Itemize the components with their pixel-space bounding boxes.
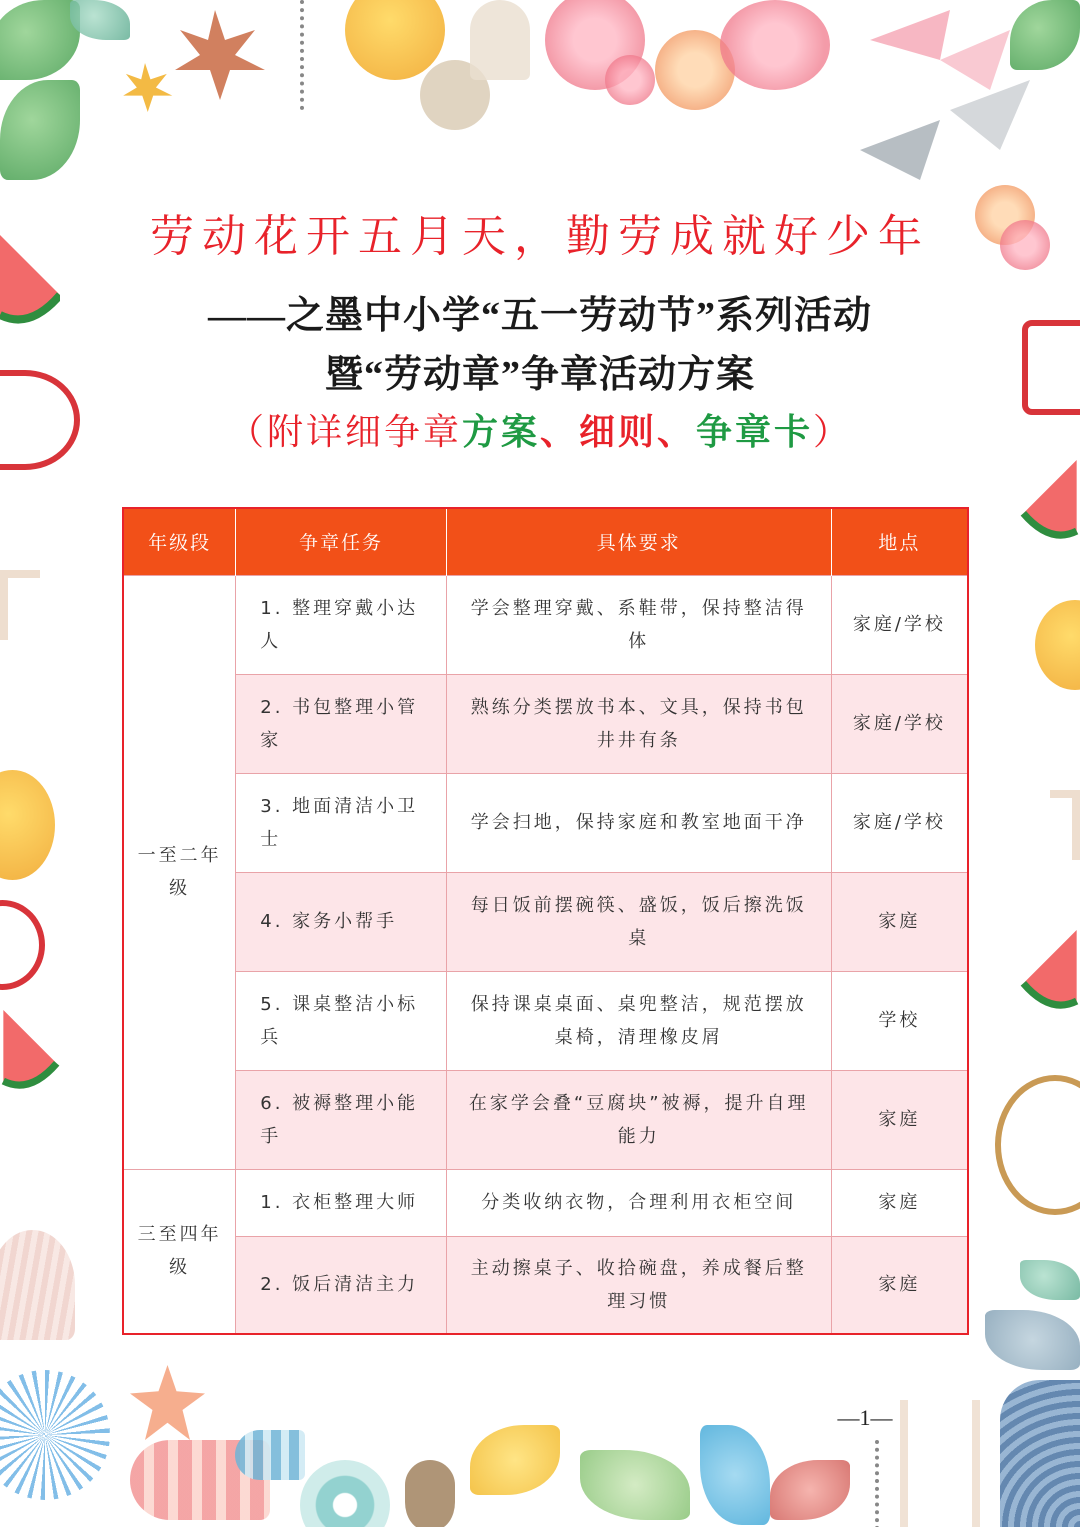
attachment-separator: 、	[539, 411, 579, 453]
task-cell: 2. 书包整理小管家	[236, 674, 447, 773]
header-requirement: 具体要求	[446, 508, 831, 575]
table-row	[123, 872, 968, 971]
location-cell: 家庭/学校	[831, 575, 968, 674]
maple-leaf-icon	[160, 10, 270, 100]
task-cell: 4. 家务小帮手	[236, 872, 447, 971]
requirement-cell: 在家学会叠“豆腐块”被褥，提升自理能力	[446, 1070, 831, 1169]
subtitle-line-1: ——之墨中小学“五一劳动节”系列活动	[207, 295, 872, 337]
leaf-decoration	[0, 80, 80, 180]
task-cell: 6. 被褥整理小能手	[236, 1070, 447, 1169]
attachment-prefix: 附详细争章	[266, 412, 462, 453]
firework-decoration	[0, 1370, 110, 1500]
page-number: —1—	[837, 1405, 893, 1430]
task-cell: 1. 衣柜整理大师	[236, 1169, 447, 1236]
dotted-line-decoration	[300, 0, 304, 110]
requirement-cell: 主动擦桌子、收拾碗盘，养成餐后整理习惯	[446, 1236, 831, 1334]
cloud-pattern-decoration	[1050, 790, 1080, 860]
cloud-pattern-decoration	[900, 1400, 980, 1527]
table-row	[123, 1169, 968, 1236]
flower-decoration	[720, 0, 830, 90]
location-cell: 家庭	[831, 872, 968, 971]
requirement-cell: 学会扫地，保持家庭和教室地面干净	[446, 773, 831, 872]
location-cell: 家庭	[831, 1169, 968, 1236]
table-row	[123, 1236, 968, 1334]
task-cell: 3. 地面清洁小卫士	[236, 773, 447, 872]
location-cell: 家庭/学校	[831, 674, 968, 773]
orange-fruit-decoration	[1035, 600, 1080, 690]
header-task: 争章任务	[236, 508, 447, 575]
orange-fruit-decoration	[0, 770, 55, 880]
attachment-rules: 细则	[579, 411, 658, 453]
leaf-decoration	[985, 1310, 1080, 1370]
flower-decoration	[300, 1460, 390, 1527]
grade-cell: 三至四年级	[123, 1169, 236, 1334]
location-cell: 家庭	[831, 1070, 968, 1169]
watermelon-icon	[1020, 930, 1080, 1010]
requirement-cell: 学会整理穿戴、系鞋带，保持整洁得体	[446, 575, 831, 674]
attachment-badge-card: 争章卡	[696, 411, 814, 453]
leaf-decoration	[580, 1450, 690, 1520]
location-cell: 家庭/学校	[831, 773, 968, 872]
cloud-pattern-decoration	[0, 570, 40, 640]
pioneer-badge-icon	[0, 900, 45, 990]
attachment-separator: 、	[657, 411, 697, 453]
maple-leaf-icon	[115, 60, 175, 115]
location-cell: 家庭	[831, 1236, 968, 1334]
wave-pattern-decoration	[1000, 1380, 1080, 1527]
ginkgo-leaf-decoration	[470, 1425, 560, 1495]
leaf-decoration	[0, 0, 80, 80]
table-row	[123, 773, 968, 872]
table-row	[123, 674, 968, 773]
watermelon-icon	[1020, 460, 1080, 540]
header-grade: 年级段	[123, 508, 236, 575]
leaf-decoration	[770, 1460, 850, 1520]
header-location: 地点	[831, 508, 968, 575]
flower-decoration	[605, 55, 655, 105]
shell-decoration	[0, 1230, 75, 1340]
requirement-cell: 熟练分类摆放书本、文具，保持书包井井有条	[446, 674, 831, 773]
location-cell: 学校	[831, 971, 968, 1070]
badge-plan-table	[122, 507, 969, 1335]
grade-cell: 一至二年级	[123, 575, 236, 1169]
mushroom-decoration	[470, 0, 530, 80]
table-row	[123, 971, 968, 1070]
requirement-cell: 每日饭前摆碗筷、盛饭，饭后擦洗饭桌	[446, 872, 831, 971]
leaf-decoration	[700, 1425, 770, 1525]
page-title: 劳动花开五月天，勤劳成就好少年	[150, 211, 930, 262]
watermelon-icon	[0, 1010, 60, 1090]
table-row	[123, 575, 968, 674]
requirement-cell: 分类收纳衣物，合理利用衣柜空间	[446, 1169, 831, 1236]
leaf-decoration	[1020, 1260, 1080, 1300]
table-row	[123, 1070, 968, 1169]
starfish-icon	[130, 1365, 205, 1440]
task-cell: 1. 整理穿戴小达人	[236, 575, 447, 674]
attachment-plan: 方案	[461, 411, 540, 453]
table-header-row	[123, 508, 968, 575]
attachment-open-paren: （	[227, 412, 267, 453]
requirement-cell: 保持课桌桌面、桌兜整洁，规范摆放桌椅，清理橡皮屑	[446, 971, 831, 1070]
acorn-decoration	[405, 1460, 455, 1527]
attachment-close-paren: ）	[813, 412, 853, 453]
task-cell: 2. 饭后清洁主力	[236, 1236, 447, 1334]
attachment-note	[0, 404, 1080, 455]
dotted-line-decoration	[875, 1440, 879, 1527]
subtitle-line-2: 暨“劳动章”争章活动方案	[324, 354, 755, 396]
koinobori-decoration	[235, 1430, 305, 1480]
task-cell: 5. 课桌整洁小标兵	[236, 971, 447, 1070]
volunteer-badge-icon	[995, 1075, 1080, 1215]
orange-fruit-decoration	[345, 0, 445, 80]
